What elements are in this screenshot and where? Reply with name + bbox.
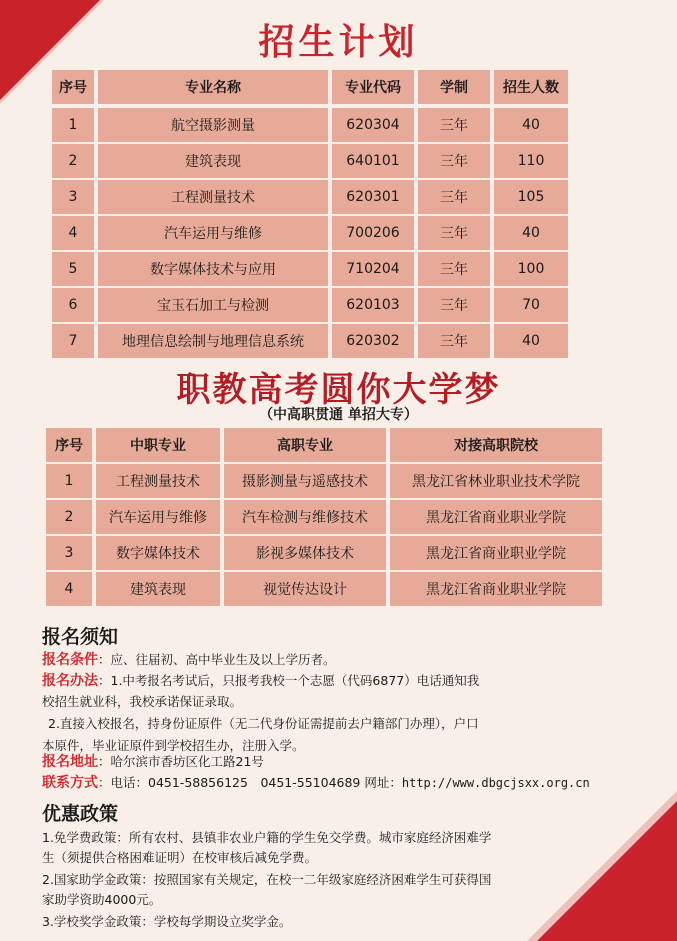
table-cell: 7 — [52, 324, 94, 358]
notice-condition-text: ：应、往届初、高中毕业生及以上学历者。 — [98, 652, 336, 667]
notice-title: 报名须知 — [42, 626, 119, 648]
dream-title: 职教高考圆你大学梦 — [176, 370, 501, 410]
table-cell: 工程测量技术 — [96, 464, 220, 498]
table-cell: 黑龙江省商业职业学院 — [390, 572, 602, 606]
notice-method-line2: 校招生就业科，我校承诺保证录取。 — [42, 694, 243, 709]
table-cell: 3 — [46, 536, 92, 570]
table-cell: 700206 — [332, 216, 414, 250]
table-cell: 1 — [46, 464, 92, 498]
table-cell: 建筑表现 — [96, 572, 220, 606]
table-cell: 三年 — [418, 108, 490, 142]
dream-header-cell: 高职专业 — [224, 428, 386, 462]
table-cell: 4 — [46, 572, 92, 606]
table-cell: 40 — [494, 216, 568, 250]
notice-condition — [42, 649, 336, 669]
table-cell: 1 — [52, 108, 94, 142]
table-cell: 航空摄影测量 — [98, 108, 328, 142]
table-cell: 3 — [52, 180, 94, 214]
dream-header-cell: 序号 — [46, 428, 92, 462]
table-cell: 70 — [494, 288, 568, 322]
plan-header-cell: 专业代码 — [332, 70, 414, 104]
notice-contact-text: ：电话：0451-58856125 0451-55104689 网址： — [98, 775, 402, 790]
table-cell: 2 — [52, 144, 94, 178]
policy-line5: 3.学校奖学金政策：学校每学期设立奖学金。 — [42, 914, 292, 929]
table-cell: 40 — [494, 108, 568, 142]
table-cell: 汽车检测与维修技术 — [224, 500, 386, 534]
plan-header-cell: 招生人数 — [494, 70, 568, 104]
table-cell: 工程测量技术 — [98, 180, 328, 214]
table-cell: 汽车运用与维修 — [98, 216, 328, 250]
website-link[interactable]: http://www.dbgcjsxx.org.cn — [401, 776, 590, 790]
notice-contact-label: 联系方式 — [42, 775, 98, 791]
table-cell: 黑龙江省商业职业学院 — [390, 536, 602, 570]
plan-header-cell: 专业名称 — [98, 70, 328, 104]
dream-header-cell: 中职专业 — [96, 428, 220, 462]
notice-address-text: ：哈尔滨市香坊区化工路21号 — [98, 754, 264, 769]
table-cell: 620301 — [332, 180, 414, 214]
table-cell: 数字媒体技术 — [96, 536, 220, 570]
table-cell: 710204 — [332, 252, 414, 286]
table-cell: 三年 — [418, 144, 490, 178]
table-cell: 黑龙江省林业职业技术学院 — [390, 464, 602, 498]
table-cell: 620103 — [332, 288, 414, 322]
table-cell: 三年 — [418, 180, 490, 214]
policy-line1: 1.免学费政策：所有农村、县镇非农业户籍的学生免交学费。城市家庭经济困难学 — [42, 830, 492, 845]
plan-header-cell: 序号 — [52, 70, 94, 104]
table-cell: 建筑表现 — [98, 144, 328, 178]
table-cell: 6 — [52, 288, 94, 322]
plan-title: 招生计划 — [258, 22, 419, 63]
table-cell: 640101 — [332, 144, 414, 178]
table-cell: 宝玉石加工与检测 — [98, 288, 328, 322]
table-cell: 5 — [52, 252, 94, 286]
table-cell: 汽车运用与维修 — [96, 500, 220, 534]
table-cell: 三年 — [418, 252, 490, 286]
table-cell: 110 — [494, 144, 568, 178]
table-cell: 105 — [494, 180, 568, 214]
table-cell: 4 — [52, 216, 94, 250]
table-cell: 影视多媒体技术 — [224, 536, 386, 570]
table-cell: 2 — [46, 500, 92, 534]
table-cell: 三年 — [418, 216, 490, 250]
notice-method-line1: ：1.中考报名考试后，只报考我校一个志愿（代码6877）电话通知我 — [98, 673, 480, 688]
table-cell: 40 — [494, 324, 568, 358]
dream-subtitle: （中高职贯通 单招大专） — [259, 407, 418, 423]
table-cell: 620302 — [332, 324, 414, 358]
policy-line2: 生（须提供合格困难证明）在校审核后减免学费。 — [42, 850, 318, 865]
policy-line4: 家助学资助4000元。 — [42, 892, 162, 907]
notice-condition-label: 报名条件 — [42, 652, 98, 668]
table-cell: 摄影测量与遥感技术 — [224, 464, 386, 498]
table-cell: 三年 — [418, 324, 490, 358]
notice-address — [42, 751, 264, 771]
table-cell: 视觉传达设计 — [224, 572, 386, 606]
policy-line3: 2.国家助学金政策：按照国家有关规定，在校一二年级家庭经济困难学生可获得国 — [42, 872, 492, 887]
policy-title: 优惠政策 — [42, 803, 119, 825]
notice-method-label: 报名办法 — [42, 673, 98, 689]
corner-decoration-bottom-right — [537, 801, 677, 941]
notice-method — [42, 670, 479, 690]
table-cell: 数字媒体技术与应用 — [98, 252, 328, 286]
dream-header-cell: 对接高职院校 — [390, 428, 602, 462]
plan-header-cell: 学制 — [418, 70, 490, 104]
table-cell: 黑龙江省商业职业学院 — [390, 500, 602, 534]
table-cell: 地理信息绘制与地理信息系统 — [98, 324, 328, 358]
notice-method-line3: 2.直接入校报名，持身份证原件（无二代身份证需提前去户籍部门办理），户口 — [48, 716, 479, 731]
table-cell: 620304 — [332, 108, 414, 142]
table-cell: 100 — [494, 252, 568, 286]
notice-address-label: 报名地址 — [42, 754, 98, 770]
table-cell: 三年 — [418, 288, 490, 322]
notice-contact — [42, 772, 590, 792]
notice-method-line4: 本原件，毕业证原件到学校招生办，注册入学。 — [42, 738, 305, 753]
